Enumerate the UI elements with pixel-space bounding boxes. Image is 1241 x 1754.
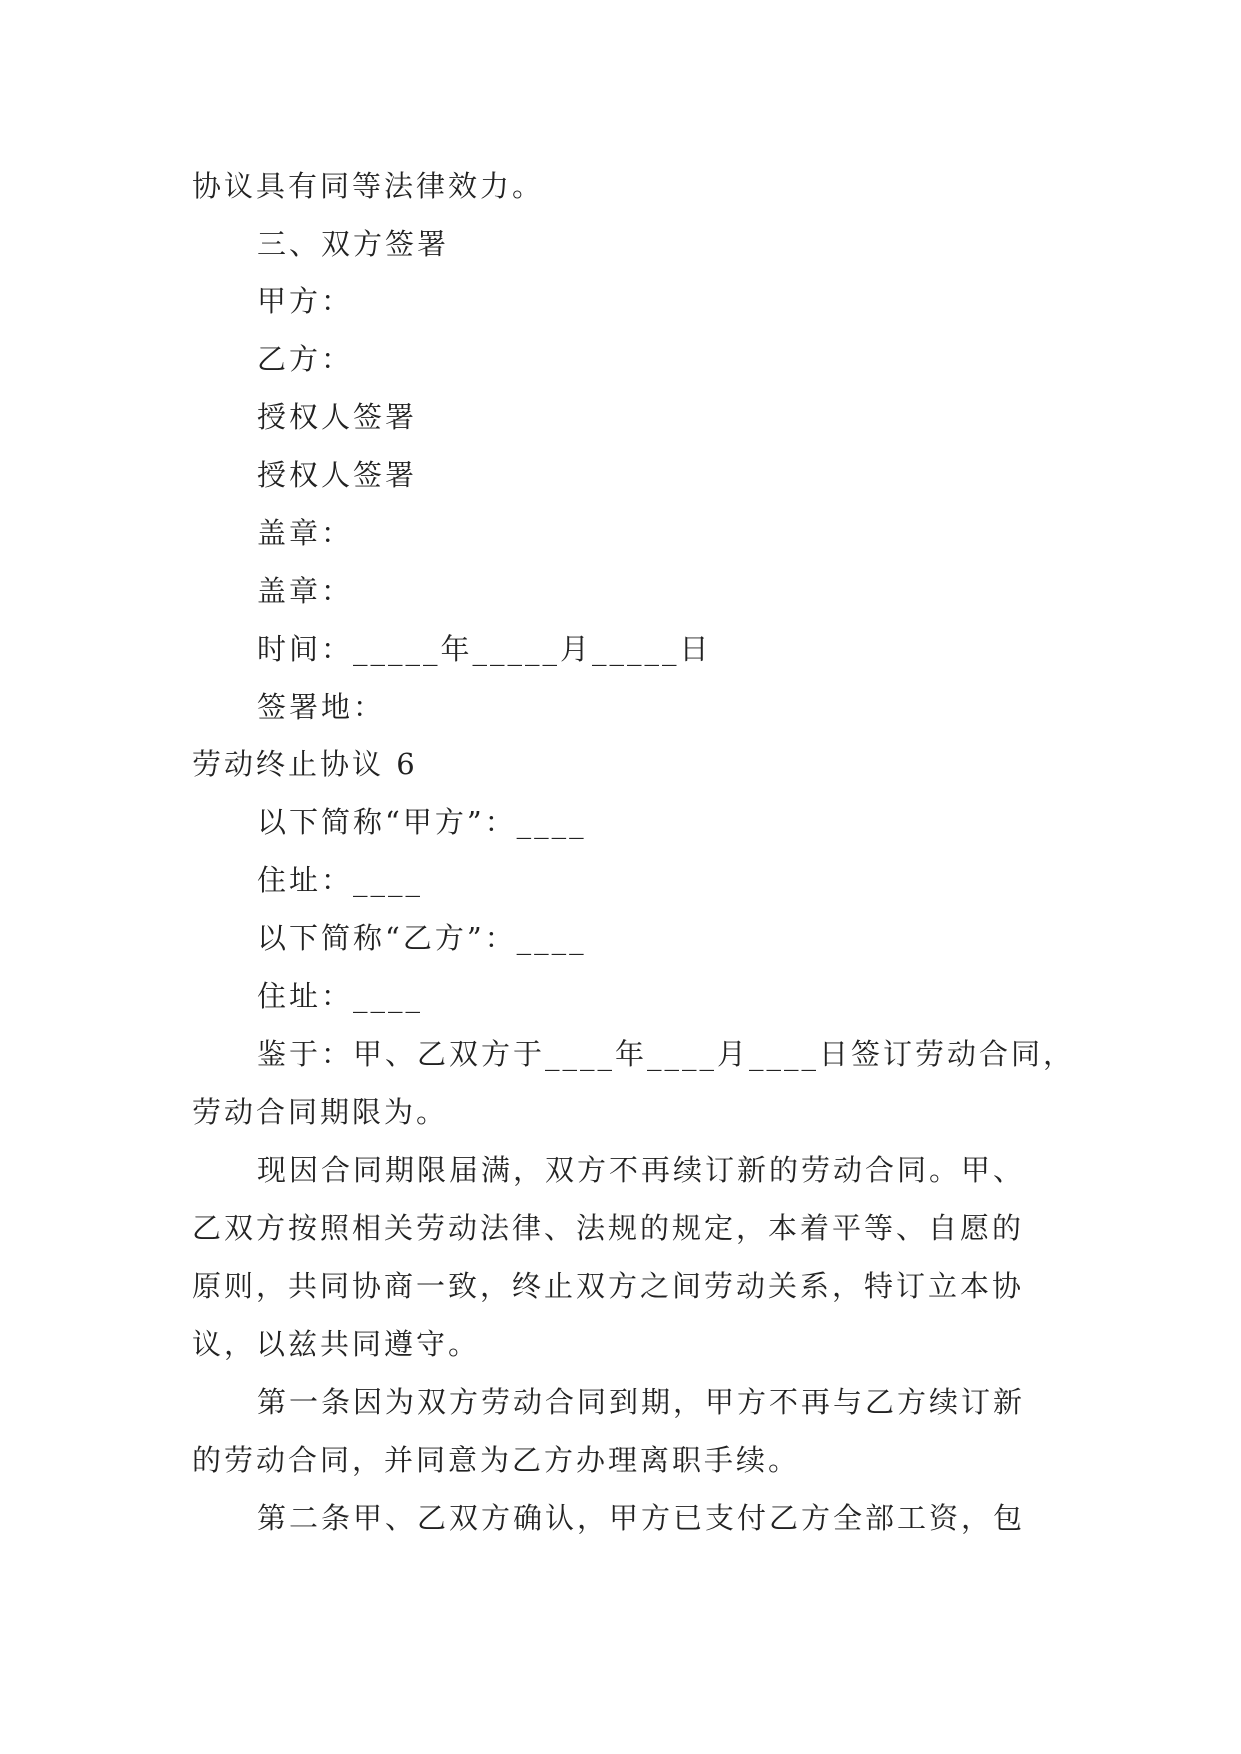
article-2-line-1: 第二条甲、乙双方确认，甲方已支付乙方全部工资，包 [257, 1501, 1026, 1535]
authorized-signature-a: 授权人签署 [257, 400, 418, 434]
article-1-line-1: 第一条因为双方劳动合同到期，甲方不再与乙方续订新 [257, 1385, 1026, 1419]
document-title: 劳动终止协议 6 [192, 747, 418, 781]
preamble-line-4: 议，以兹共同遵守。 [192, 1327, 481, 1361]
section-heading-signatures: 三、双方签署 [257, 227, 450, 261]
date-line: 时间：_____年_____月_____日 [257, 632, 712, 666]
party-a-definition: 以下简称“甲方”：____ [257, 805, 587, 839]
preamble-line-2: 乙双方按照相关劳动法律、法规的规定，本着平等、自愿的 [192, 1211, 1025, 1245]
party-a-address: 住址：____ [257, 863, 424, 897]
signing-place-label: 签署地： [257, 690, 386, 724]
article-1-line-2: 的劳动合同，并同意为乙方办理离职手续。 [192, 1443, 801, 1477]
text-line-agreement-validity: 协议具有同等法律效力。 [192, 169, 545, 203]
seal-a-label: 盖章： [257, 516, 354, 550]
authorized-signature-b: 授权人签署 [257, 458, 418, 492]
party-b-label: 乙方： [257, 342, 354, 376]
party-a-label: 甲方： [257, 284, 354, 318]
party-b-address: 住址：____ [257, 979, 424, 1013]
preamble-line-1: 现因合同期限届满，双方不再续订新的劳动合同。甲、 [257, 1153, 1026, 1187]
whereas-clause-line-1: 鉴于：甲、乙双方于____年____月____日签订劳动合同， [257, 1037, 1076, 1071]
party-b-definition: 以下简称“乙方”：____ [257, 921, 587, 955]
preamble-line-3: 原则，共同协商一致，终止双方之间劳动关系，特订立本协 [192, 1269, 1025, 1303]
seal-b-label: 盖章： [257, 574, 354, 608]
whereas-clause-line-2: 劳动合同期限为。 [192, 1095, 449, 1129]
